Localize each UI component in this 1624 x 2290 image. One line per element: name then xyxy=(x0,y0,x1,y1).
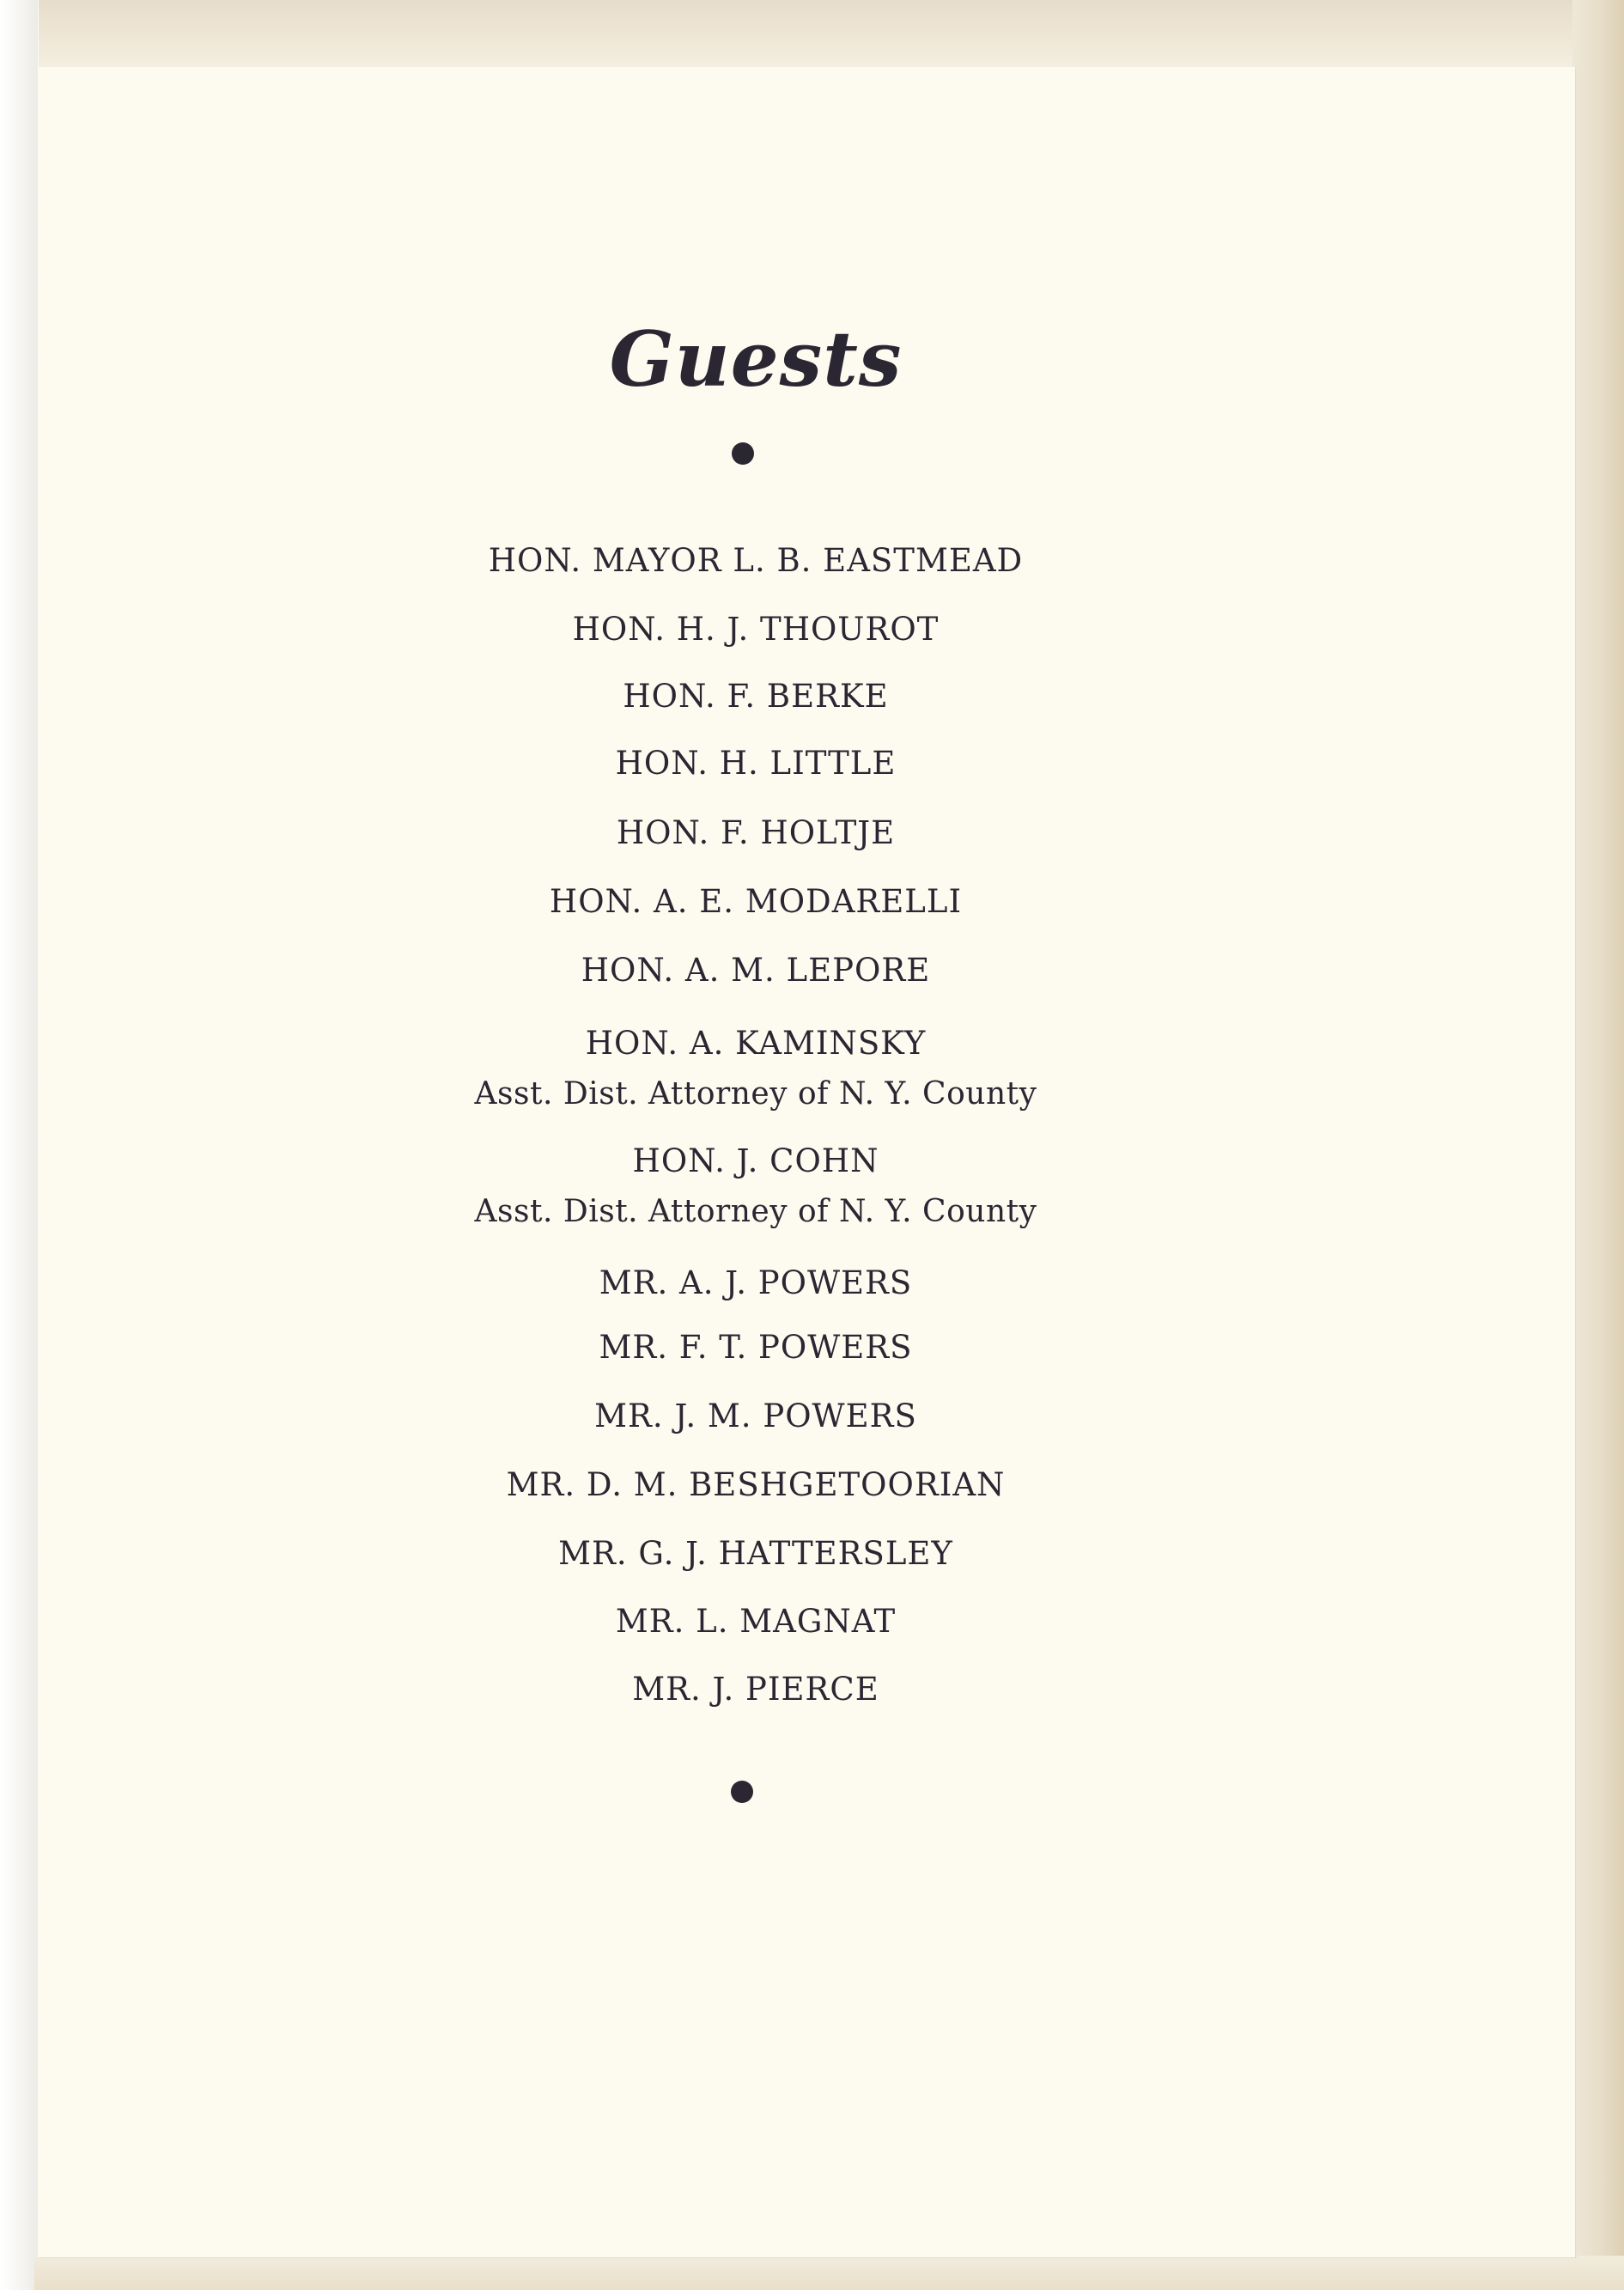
program-page xyxy=(38,67,1575,2257)
page-title: Guests xyxy=(609,314,903,404)
bullet-ornament-bottom xyxy=(731,1781,753,1803)
guest-name: HON. F. HOLTJE xyxy=(616,814,896,851)
guest-name: MR. D. M. BESHGETOORIAN xyxy=(506,1466,1006,1503)
paper-bottom-edge xyxy=(34,2256,1624,2290)
guest-name: MR. J. PIERCE xyxy=(632,1671,879,1708)
guest-name: HON. MAYOR L. B. EASTMEAD xyxy=(488,542,1024,579)
guest-title-note: Asst. Dist. Attorney of N. Y. County xyxy=(474,1076,1037,1112)
scan-left-margin xyxy=(0,0,38,2290)
guest-name: HON. J. COHN xyxy=(632,1142,879,1179)
guest-name: MR. L. MAGNAT xyxy=(615,1603,897,1640)
guest-name: HON. H. LITTLE xyxy=(615,745,897,782)
guest-name: HON. F. BERKE xyxy=(623,678,889,715)
paper-right-edge xyxy=(1572,0,1624,2290)
guest-name: MR. A. J. POWERS xyxy=(599,1264,913,1301)
bullet-ornament-top xyxy=(732,442,754,465)
guest-name: MR. F. T. POWERS xyxy=(599,1329,913,1366)
guest-name: HON. A. KAMINSKY xyxy=(585,1025,927,1062)
guest-name: MR. G. J. HATTERSLEY xyxy=(558,1535,953,1572)
guest-name: HON. H. J. THOUROT xyxy=(572,611,940,648)
guest-title-note: Asst. Dist. Attorney of N. Y. County xyxy=(474,1194,1037,1229)
paper-top-edge xyxy=(39,0,1624,70)
guest-name: HON. A. M. LEPORE xyxy=(581,952,931,989)
guest-name: HON. A. E. MODARELLI xyxy=(549,883,963,920)
guest-name: MR. J. M. POWERS xyxy=(594,1398,917,1434)
